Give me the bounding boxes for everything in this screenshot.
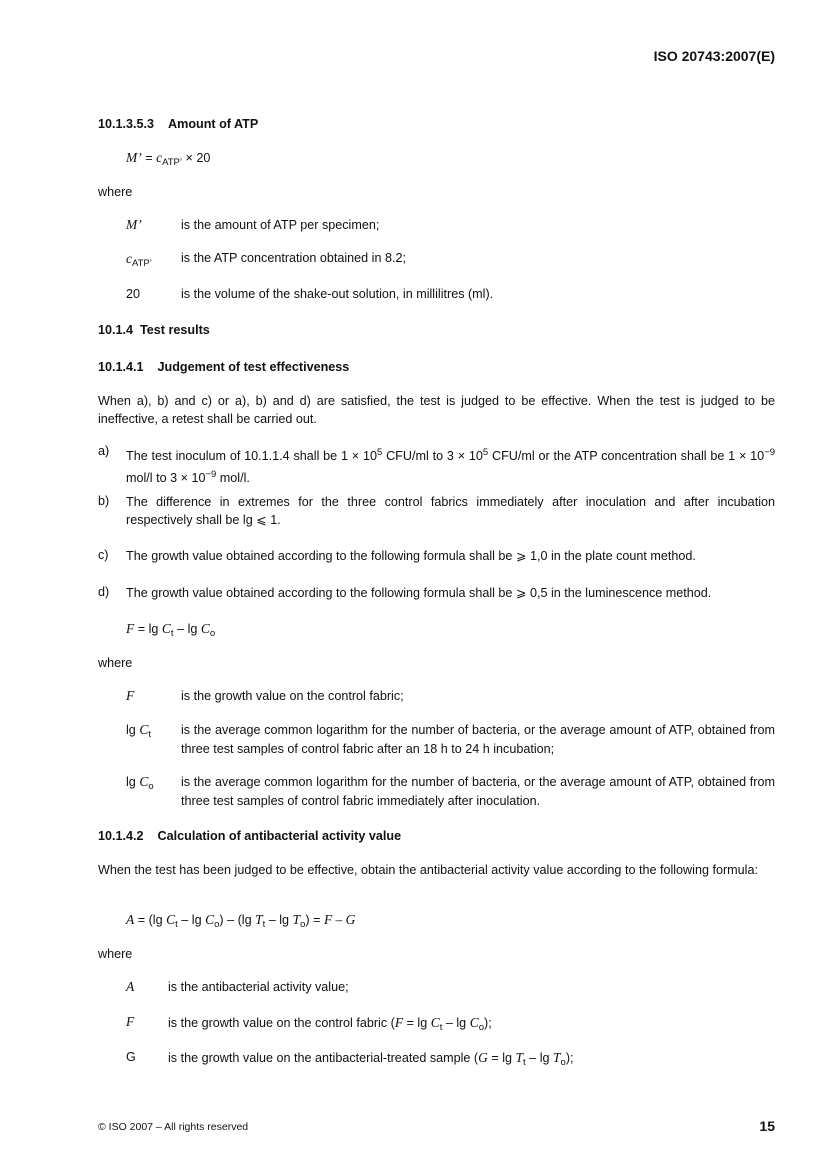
section-heading-10-1-4-2 — [98, 829, 401, 843]
subscript-t: t — [175, 919, 178, 930]
symbol-a: A — [126, 912, 135, 927]
def-symbol-m-prime: M’ — [126, 217, 142, 232]
superscript: −9 — [205, 468, 217, 480]
where-label: where — [98, 185, 133, 199]
formula-part: – lg — [268, 913, 290, 927]
text-run: is the growth value on the antibacterial-treated sample ( — [168, 1051, 479, 1065]
subscript-o: o — [214, 919, 220, 930]
formula-part: ) – (lg — [219, 913, 252, 927]
symbol-g: G — [478, 1050, 488, 1065]
symbol-c: C — [200, 621, 210, 636]
def-text-lg-co: is the average common logarithm for the number of bacteria, or the average amount of ATP, obtained from three test samples of control fabric immediately after inoculation. — [181, 775, 775, 808]
section-title: Calculation of antibacterial activity value — [157, 829, 402, 843]
subscript-t: t — [439, 1022, 443, 1033]
text-run: mol/l to 3 × 10 — [126, 470, 206, 485]
def-symbol-c-atp — [126, 251, 152, 269]
symbol-c: c — [126, 251, 132, 266]
equals-sign: = — [145, 151, 153, 165]
def-symbol-a: A — [126, 979, 135, 994]
list-label-d: d) — [98, 585, 110, 599]
where-label: where — [98, 947, 133, 961]
text-run: is the growth value on the control fabric ( — [168, 1016, 395, 1030]
symbol-c: C — [469, 1015, 479, 1030]
formula-growth-value — [126, 621, 215, 639]
page-number: 15 — [759, 1118, 775, 1134]
formula-part: ) = — [305, 913, 321, 927]
subscript-o: o — [478, 1022, 484, 1033]
def-symbol-g: G — [126, 1050, 136, 1064]
list-label-b: b) — [98, 494, 110, 508]
formula-rhs: F – G — [323, 912, 356, 927]
subscript-o: o — [300, 919, 306, 930]
text-run: ); — [565, 1051, 574, 1065]
subscript-o: o — [209, 628, 216, 639]
section-heading-10-1-4 — [98, 323, 210, 337]
lg-label: lg — [126, 775, 136, 789]
def-text-f: is the growth value on the control fabric; — [181, 689, 404, 703]
text-run: mol/l. — [216, 470, 250, 485]
text-run: CFU/ml or the ATP concentration shall be 1 × 10 — [488, 449, 765, 463]
def-symbol-lg-ct — [126, 722, 151, 740]
subscript-o: o — [148, 781, 154, 792]
section-title: Judgement of test effectiveness — [157, 360, 350, 374]
formula-tail: × 20 — [185, 151, 211, 165]
symbol-c: C — [139, 722, 149, 737]
formula-activity-value — [126, 912, 355, 930]
section-number: 10.1.4.1 — [98, 360, 144, 374]
subscript-atp: ATP’ — [132, 258, 152, 269]
formula-part: = (lg — [137, 913, 163, 927]
subscript-t: t — [262, 919, 266, 930]
symbol-c: C — [161, 621, 171, 636]
formula-part: – lg — [181, 913, 202, 927]
text-run: CFU/ml to 3 × 10 — [382, 449, 483, 463]
section-heading-10-1-3-5-3 — [98, 117, 258, 131]
section-number: 10.1.4.2 — [98, 829, 144, 843]
section-title: Test results — [140, 323, 210, 337]
symbol-t: T — [292, 912, 301, 927]
symbol-t: T — [255, 912, 263, 927]
section-heading-10-1-4-1 — [98, 360, 349, 374]
def-symbol-f: F — [126, 1014, 135, 1029]
section-number: 10.1.4 — [98, 323, 134, 337]
list-item-d: The growth value obtained according to the following formula shall be ⩾ 0,5 in the luminescence method. — [126, 586, 712, 600]
symbol-t: T — [515, 1050, 524, 1065]
symbol-c: C — [139, 774, 149, 789]
subscript-t: t — [148, 729, 151, 740]
def-text-g — [168, 1050, 574, 1068]
text-run: ); — [484, 1016, 492, 1030]
def-text-m-prime: is the amount of ATP per specimen; — [181, 218, 380, 232]
subscript-t: t — [523, 1057, 526, 1068]
formula-part: = lg — [137, 622, 159, 636]
footer-copyright: © ISO 2007 – All rights reserved — [98, 1121, 249, 1133]
text-run: – lg — [525, 1051, 553, 1065]
formula-amount-atp — [126, 150, 210, 168]
formula-part: – lg — [177, 622, 198, 636]
document-id: ISO 20743:2007(E) — [653, 48, 775, 64]
superscript: 5 — [376, 447, 383, 458]
def-text-c-atp: is the ATP concentration obtained in 8.2; — [181, 251, 406, 265]
text-run: = lg — [403, 1016, 431, 1030]
section-number: 10.1.3.5.3 — [98, 117, 155, 131]
section-title: Amount of ATP — [168, 117, 259, 131]
subscript-atp: ATP’ — [162, 157, 182, 168]
symbol-f: F — [394, 1015, 404, 1030]
text-run: The test inoculum of 10.1.1.4 shall be 1 × 10 — [126, 449, 377, 463]
symbol-c: C — [166, 912, 176, 927]
symbol-c: c — [156, 150, 163, 165]
def-text-lg-ct: is the average common logarithm for the number of bacteria, or the average amount of ATP, obtained from three test samples of control fabric after an 18 h to 24 h incubation; — [181, 723, 775, 756]
text-run: – lg — [442, 1016, 470, 1030]
symbol-f: F — [126, 621, 135, 636]
def-text-20: is the volume of the shake-out solution, in millilitres (ml). — [181, 287, 494, 301]
paragraph-activity-intro: When the test has been judged to be effective, obtain the antibacterial activity value according to the following formula: — [98, 863, 758, 877]
lg-label: lg — [126, 723, 136, 737]
list-label-c: c) — [98, 548, 109, 562]
symbol-t: T — [553, 1050, 561, 1065]
def-symbol-f: F — [126, 688, 135, 703]
list-label-a: a) — [98, 444, 110, 458]
paragraph-effectiveness-intro: When a), b) and c) or a), b) and d) are satisfied, the test is judged to be effective. When the test is judged to be ineffective, a retest shall be carried out. — [98, 394, 775, 426]
def-symbol-20: 20 — [126, 287, 141, 301]
list-item-c: The growth value obtained according to the following formula shall be ⩾ 1,0 in the plate count method. — [126, 549, 696, 563]
where-label: where — [98, 656, 133, 670]
symbol-m-prime: M’ — [126, 150, 142, 165]
superscript: 5 — [482, 447, 489, 458]
def-text-f — [168, 1015, 492, 1033]
subscript-t: t — [170, 628, 174, 639]
def-text-a: is the antibacterial activity value; — [168, 980, 349, 994]
superscript: −9 — [764, 447, 776, 458]
def-symbol-lg-co — [126, 774, 154, 792]
list-item-b: The difference in extremes for the three control fabrics immediately after inoculation and after incubation respectively shall be lg ⩽ 1. — [126, 495, 775, 527]
symbol-c: C — [205, 912, 215, 927]
symbol-c: C — [430, 1015, 440, 1030]
text-run: = lg — [487, 1051, 516, 1065]
subscript-o: o — [560, 1057, 566, 1068]
list-item-a — [126, 444, 775, 487]
